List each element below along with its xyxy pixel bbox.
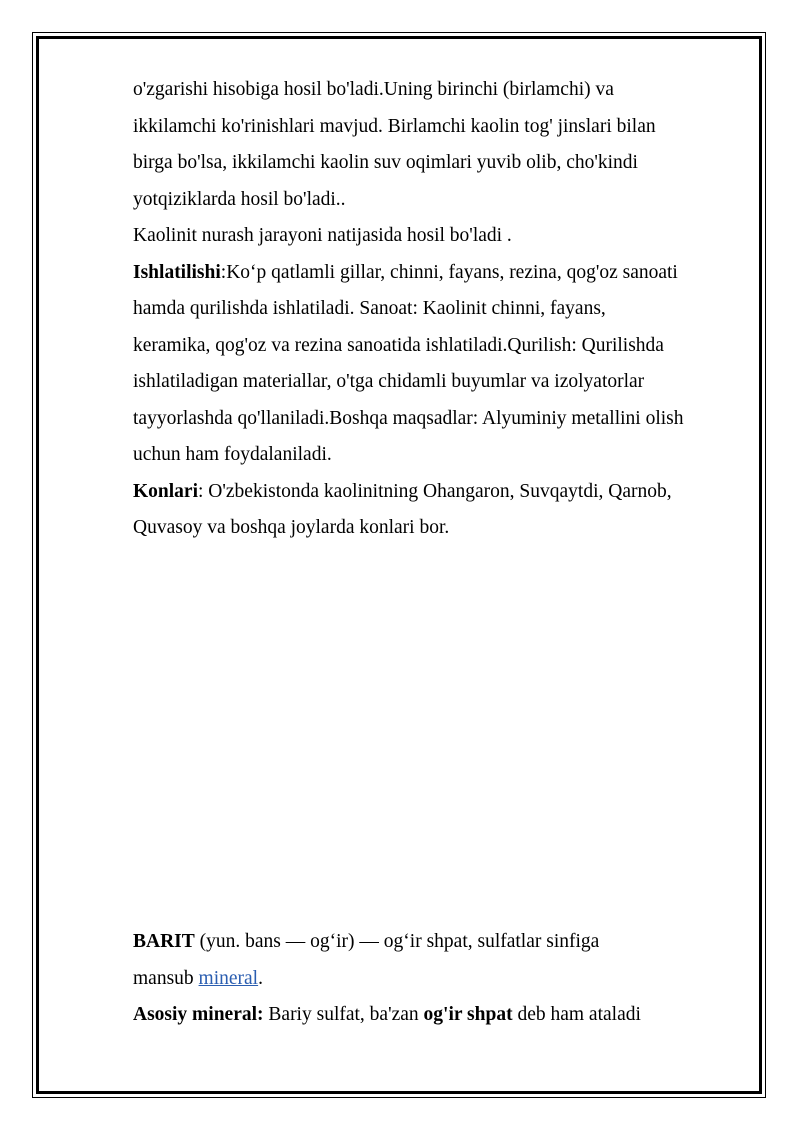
- deposits-text: : O'zbekistonda kaolinitning Ohangaron, Suvqaytdi, Qarnob,: [198, 480, 672, 502]
- paragraph-line: Kaolinit nurash jarayoni natijasida hosil bo'ladi .: [133, 225, 512, 246]
- usage-line: keramika, qog'oz va rezina sanoatida ishlatiladi.Qurilish: Qurilishda: [133, 334, 664, 356]
- barite-line: [133, 961, 753, 998]
- usage-line: [133, 255, 753, 292]
- usage-heading: Ishlatilishi: [133, 261, 221, 283]
- heavy-spar-term: og'ir shpat: [423, 1004, 513, 1025]
- document-body-top: [133, 72, 753, 547]
- barite-suffix: .: [258, 967, 263, 989]
- mineral-link[interactable]: mineral: [198, 967, 259, 989]
- main-mineral-line: [133, 997, 753, 1034]
- barite-definition: (yun. bans — ogʻir) — ogʻir shpat, sulfatlar sinfiga: [194, 931, 600, 952]
- barite-term: BARIT: [133, 931, 195, 952]
- barite-prefix: mansub: [133, 967, 199, 989]
- paragraph-line: birga bo'lsa, ikkilamchi kaolin suv oqimlari yuvib olib, cho'kindi: [133, 152, 638, 173]
- barite-line: [133, 924, 753, 961]
- main-mineral-heading: Asosiy mineral:: [133, 1004, 264, 1025]
- main-mineral-tail: deb ham ataladi: [512, 1004, 641, 1025]
- usage-line: ishlatiladigan materiallar, o'tga chidamli buyumlar va izolyatorlar: [133, 371, 645, 392]
- paragraph-line: ikkilamchi ko'rinishlari mavjud. Birlamchi kaolin tog' jinslari bilan: [133, 115, 656, 137]
- main-mineral-text: Bariy sulfat, ba'zan: [263, 1004, 424, 1025]
- usage-line: tayyorlashda qo'llaniladi.Boshqa maqsadlar: Alyuminiy metallini olish: [133, 407, 684, 429]
- usage-line: uchun ham foydalaniladi.: [133, 444, 332, 465]
- deposits-heading: Konlari: [133, 480, 199, 502]
- usage-line: hamda qurilishda ishlatiladi. Sanoat: Kaolinit chinni, fayans,: [133, 298, 606, 319]
- paragraph-line: yotqiziklarda hosil bo'ladi..: [133, 188, 346, 210]
- document-body-bottom: [133, 924, 753, 1034]
- paragraph-line: o'zgarishi hisobiga hosil bo'ladi.Uning birinchi (birlamchi) va: [133, 79, 614, 100]
- deposits-line: [133, 474, 753, 511]
- deposits-line: Quvasoy va boshqa joylarda konlari bor.: [133, 517, 450, 538]
- usage-text: :Koʻp qatlamli gillar, chinni, fayans, rezina, qog'oz sanoati: [220, 261, 678, 283]
